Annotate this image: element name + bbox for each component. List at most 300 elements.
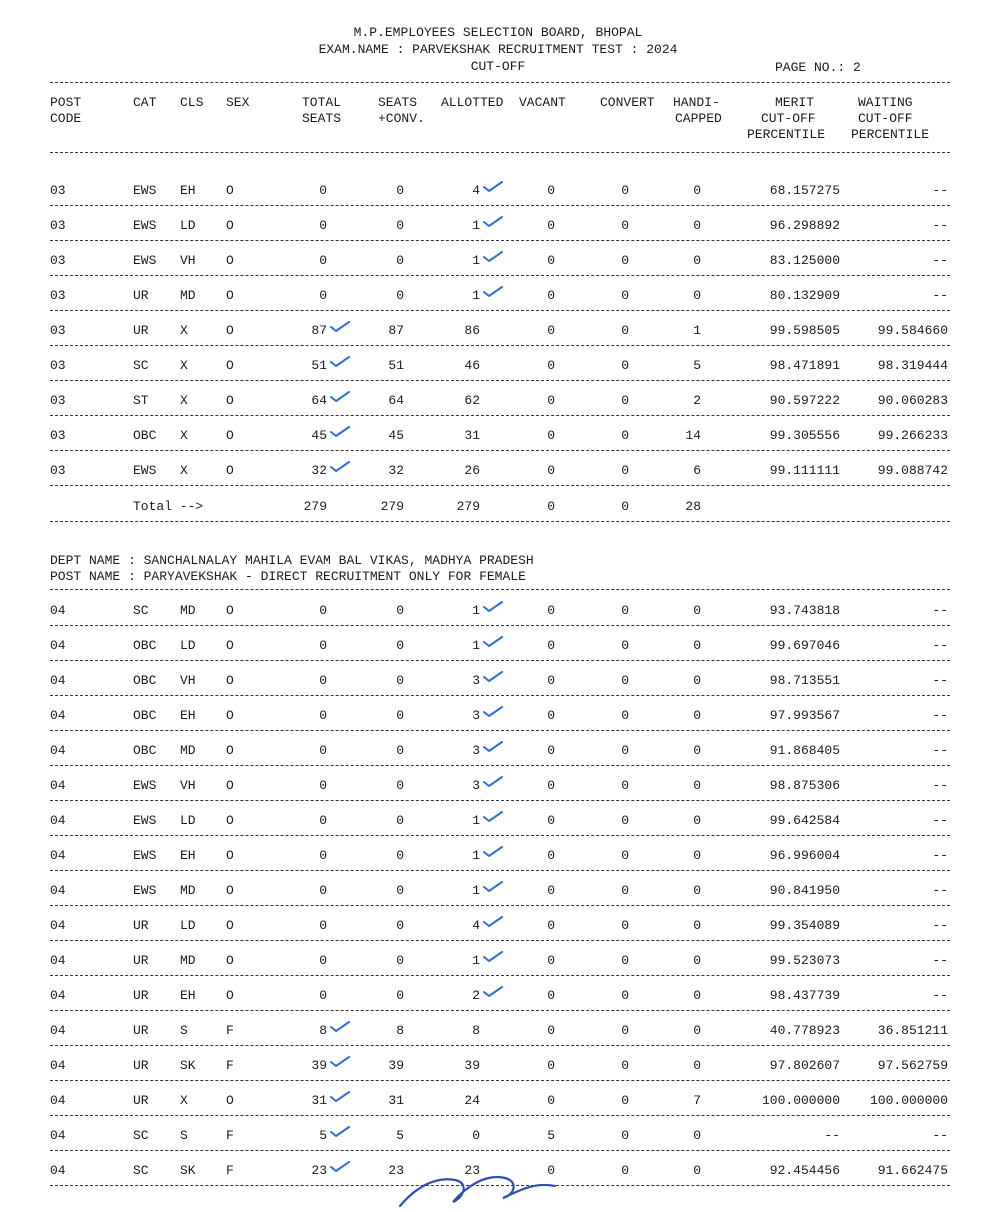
cell-total: 0 [319,288,327,303]
cell-allotted: 1 [472,953,480,968]
tick-mark-icon [483,846,503,856]
cell-cls: SK [180,1163,196,1178]
cell-sex: O [226,918,234,933]
cell-sex: O [226,428,234,443]
col-seats: SEATS [302,111,342,126]
cell-handi: 0 [693,813,701,828]
cell-sex: O [226,393,234,408]
cell-code: 03 [50,323,66,338]
row-divider [50,1115,950,1116]
cell-merit: 98.437739 [769,988,840,1003]
cell-waiting: -- [932,708,948,723]
cell-convert: 0 [621,813,629,828]
tick-mark-icon [483,251,503,261]
cell-convert: 0 [621,1023,629,1038]
cell-merit: 97.993567 [769,708,840,723]
cell-conv: 0 [396,638,404,653]
cell-merit: 98.471891 [769,358,840,373]
cell-conv: 0 [396,603,404,618]
cell-convert: 0 [621,673,629,688]
cell-code: 04 [50,1128,66,1143]
cell-conv: 32 [388,463,404,478]
cell-waiting: 90.060283 [877,393,948,408]
cell-cat: UR [133,988,149,1003]
cell-convert: 0 [621,988,629,1003]
cell-convert: 0 [621,183,629,198]
cell-conv: 87 [388,323,404,338]
cell-allotted: 24 [464,1093,480,1108]
cell-code: 03 [50,218,66,233]
cell-total: 51 [311,358,327,373]
cell-handi: 0 [693,1128,701,1143]
divider [50,152,950,153]
cell-vacant: 0 [547,323,555,338]
row-divider [50,800,950,801]
cell-convert: 0 [621,638,629,653]
cell-cat: OBC [133,428,157,443]
cell-cls: VH [180,778,196,793]
cell-conv: 8 [396,1023,404,1038]
cell-sex: F [226,1163,234,1178]
cell-handi: 0 [693,218,701,233]
col-merit: MERIT [775,95,815,110]
cell-conv: 45 [388,428,404,443]
cell-conv: 23 [388,1163,404,1178]
cell-allotted: 1 [472,883,480,898]
cell-handi: 0 [693,778,701,793]
cell-handi: 0 [693,1163,701,1178]
cell-total: 31 [311,1093,327,1108]
cell-handi: 0 [693,603,701,618]
cell-allotted: 2 [472,988,480,1003]
cell-conv: 0 [396,988,404,1003]
cell-conv: 0 [396,253,404,268]
row-divider [50,940,950,941]
cell-merit: 98.713551 [769,673,840,688]
cell-handi: 6 [693,463,701,478]
cell-convert: 0 [621,428,629,443]
cell-vacant: 0 [547,288,555,303]
cell-code: 03 [50,463,66,478]
cell-total: 0 [319,218,327,233]
cell-allotted: 1 [472,848,480,863]
cell-waiting: -- [932,673,948,688]
cell-sex: F [226,1058,234,1073]
cell-code: 04 [50,953,66,968]
cell-sex: O [226,638,234,653]
cell-convert: 0 [621,743,629,758]
cell-conv: 51 [388,358,404,373]
cell-total: 23 [311,1163,327,1178]
cell-convert: 0 [621,848,629,863]
col-merit-cutoff: CUT-OFF [761,111,816,126]
cell-allotted: 1 [472,288,480,303]
divider [50,82,950,83]
cell-sex: O [226,988,234,1003]
cell-waiting: -- [932,183,948,198]
cell-conv: 0 [396,708,404,723]
cell-conv: 0 [396,918,404,933]
cell-cat: EWS [133,463,157,478]
col-vacant: VACANT [519,95,566,110]
cell-code: 04 [50,778,66,793]
cell-merit: 99.523073 [769,953,840,968]
cell-convert: 0 [621,253,629,268]
cell-cls: LD [180,813,196,828]
cell-vacant: 0 [547,638,555,653]
tick-mark-icon [330,461,350,471]
row-divider [50,1080,950,1081]
cell-cat: SC [133,1128,149,1143]
cell-merit: 40.778923 [769,1023,840,1038]
cell-convert: 0 [621,883,629,898]
cell-convert: 0 [621,463,629,478]
cell-convert: 0 [621,1163,629,1178]
tick-mark-icon [330,1091,350,1101]
col-handi: HANDI- [673,95,720,110]
tick-mark-icon [483,216,503,226]
row-divider [50,310,950,311]
cell-total: 0 [319,743,327,758]
cell-convert: 0 [621,603,629,618]
cell-code: 04 [50,673,66,688]
tick-mark-icon [330,1126,350,1136]
cell-cat: UR [133,1023,149,1038]
cell-conv: 0 [396,288,404,303]
row-divider [50,1010,950,1011]
cell-waiting: 98.319444 [877,358,948,373]
cell-waiting: 100.000000 [869,1093,948,1108]
row-divider [50,765,950,766]
cell-total: 0 [319,603,327,618]
cell-sex: O [226,603,234,618]
cell-vacant: 0 [547,988,555,1003]
row-divider [50,730,950,731]
row-divider [50,625,950,626]
col-cat: CAT [133,95,157,110]
col-waiting-percentile: PERCENTILE [851,127,930,142]
cell-cat: EWS [133,183,157,198]
cell-conv: 0 [396,743,404,758]
cell-sex: O [226,358,234,373]
cell-conv: 64 [388,393,404,408]
cell-total: 0 [319,183,327,198]
cell-allotted: 31 [464,428,480,443]
cell-sex: F [226,1023,234,1038]
cell-handi: 0 [693,638,701,653]
cell-vacant: 0 [547,1023,555,1038]
cell-conv: 31 [388,1093,404,1108]
cell-waiting: 99.088742 [877,463,948,478]
cell-merit: 99.697046 [769,638,840,653]
row-divider [50,835,950,836]
cell-cat: UR [133,1093,149,1108]
cell-merit: 90.841950 [769,883,840,898]
cell-handi: 0 [693,743,701,758]
divider [50,589,950,590]
cell-conv: 0 [396,883,404,898]
cell-handi: 0 [693,988,701,1003]
cell-merit: 100.000000 [761,1093,840,1108]
cell-vacant: 0 [547,183,555,198]
row-divider [50,485,950,486]
cell-sex: O [226,463,234,478]
cell-conv: 0 [396,778,404,793]
cell-cls: VH [180,673,196,688]
cell-total: 64 [311,393,327,408]
cell-cls: MD [180,953,196,968]
cell-vacant: 0 [547,1058,555,1073]
cell-vacant: 0 [547,463,555,478]
tick-mark-icon [483,916,503,926]
cell-code: 03 [50,253,66,268]
cell-total: 0 [319,813,327,828]
cell-handi: 0 [693,1023,701,1038]
cell-merit: 99.354089 [769,918,840,933]
row-divider [50,905,950,906]
cell-cat: SC [133,603,149,618]
cell-conv: 0 [396,218,404,233]
cell-sex: O [226,743,234,758]
cell-vacant: 0 [547,1163,555,1178]
tick-mark-icon [483,741,503,751]
col-post: POST [50,95,82,110]
cell-vacant: 0 [547,1093,555,1108]
tick-mark-icon [330,1161,350,1171]
cell-code: 04 [50,918,66,933]
cell-merit: 99.305556 [769,428,840,443]
cell-cat: EWS [133,253,157,268]
cell-sex: O [226,673,234,688]
cell-waiting: -- [932,848,948,863]
cell-vacant: 0 [547,848,555,863]
cell-merit: 99.598505 [769,323,840,338]
cell-cat: OBC [133,673,157,688]
cell-allotted: 8 [472,1023,480,1038]
cell-convert: 0 [621,918,629,933]
cell-handi: 0 [693,708,701,723]
post-name: POST NAME : PARYAVEKSHAK - DIRECT RECRUITMENT ONLY FOR FEMALE [50,569,526,584]
total-label: Total --> [133,499,204,514]
cell-cat: UR [133,953,149,968]
row-divider [50,870,950,871]
tick-mark-icon [330,391,350,401]
cell-waiting: 99.584660 [877,323,948,338]
cell-handi: 0 [693,673,701,688]
cell-merit: 99.642584 [769,813,840,828]
cell-handi: 2 [693,393,701,408]
cell-conv: 39 [388,1058,404,1073]
cell-convert: 0 [621,953,629,968]
cell-conv: 5 [396,1128,404,1143]
cell-total: 0 [319,883,327,898]
cell-waiting: 91.662475 [877,1163,948,1178]
cell-total: 39 [311,1058,327,1073]
cell-waiting: 97.562759 [877,1058,948,1073]
cell-code: 04 [50,603,66,618]
cell-cls: X [180,428,188,443]
tick-mark-icon [483,776,503,786]
cell-cls: X [180,393,188,408]
cell-conv: 0 [396,813,404,828]
row-divider [50,1045,950,1046]
tick-mark-icon [483,881,503,891]
cell-code: 03 [50,183,66,198]
cell-vacant: 0 [547,358,555,373]
cell-sex: O [226,953,234,968]
cell-waiting: -- [932,638,948,653]
col-code: CODE [50,111,82,126]
tick-mark-icon [483,636,503,646]
cell-cat: OBC [133,743,157,758]
cell-cls: X [180,1093,188,1108]
cell-allotted: 62 [464,393,480,408]
cell-sex: O [226,253,234,268]
tick-mark-icon [483,286,503,296]
cell-waiting: -- [932,1128,948,1143]
row-divider [50,695,950,696]
cell-total: 0 [319,953,327,968]
tick-mark-icon [483,986,503,996]
tick-mark-icon [330,426,350,436]
cell-code: 04 [50,1163,66,1178]
cell-merit: 92.454456 [769,1163,840,1178]
col-conv: +CONV. [378,111,425,126]
cell-cat: UR [133,323,149,338]
cell-cls: EH [180,183,196,198]
cell-vacant: 0 [547,253,555,268]
exam-name: EXAM.NAME : PARVEKSHAK RECRUITMENT TEST : 2024 [318,42,678,57]
cell-cat: ST [133,393,149,408]
cell-convert: 0 [621,708,629,723]
cell-cat: EWS [133,218,157,233]
cell-cls: MD [180,603,196,618]
dept-name: DEPT NAME : SANCHALNALAY MAHILA EVAM BAL VIKAS, MADHYA PRADESH [50,553,534,568]
cell-conv: 0 [396,183,404,198]
cell-merit: -- [824,1128,840,1143]
cell-merit: 83.125000 [769,253,840,268]
cell-code: 04 [50,638,66,653]
cell-handi: 5 [693,358,701,373]
cell-waiting: -- [932,288,948,303]
cell-conv: 0 [396,848,404,863]
row-divider [50,660,950,661]
tick-mark-icon [483,706,503,716]
cell-waiting: -- [932,988,948,1003]
col-cls: CLS [180,95,204,110]
cell-allotted: 23 [464,1163,480,1178]
cell-sex: O [226,708,234,723]
cell-total: 0 [319,848,327,863]
row-divider [50,1150,950,1151]
cell-merit: 80.132909 [769,288,840,303]
tick-mark-icon [483,811,503,821]
cell-allotted: 3 [472,778,480,793]
cell-code: 04 [50,708,66,723]
cell-waiting: -- [932,953,948,968]
cell-total: 0 [319,253,327,268]
cell-conv: 0 [396,673,404,688]
cell-cls: MD [180,883,196,898]
cell-merit: 93.743818 [769,603,840,618]
row-divider [50,415,950,416]
tick-mark-icon [330,321,350,331]
cell-cat: EWS [133,778,157,793]
cell-code: 04 [50,883,66,898]
col-seats-conv: SEATS [378,95,418,110]
cell-merit: 98.875306 [769,778,840,793]
cell-cls: LD [180,638,196,653]
cell-convert: 0 [621,393,629,408]
total-total: 279 [303,499,327,514]
cell-sex: O [226,183,234,198]
cell-code: 04 [50,1023,66,1038]
cell-merit: 99.111111 [769,463,840,478]
row-divider [50,275,950,276]
cell-sex: O [226,778,234,793]
cell-allotted: 0 [472,1128,480,1143]
tick-mark-icon [330,356,350,366]
cell-vacant: 0 [547,953,555,968]
cell-cls: S [180,1023,188,1038]
cell-convert: 0 [621,358,629,373]
cell-total: 87 [311,323,327,338]
row-divider [50,205,950,206]
cell-vacant: 0 [547,883,555,898]
cell-vacant: 0 [547,813,555,828]
tick-mark-icon [483,951,503,961]
cell-code: 04 [50,743,66,758]
cell-allotted: 1 [472,253,480,268]
tick-mark-icon [330,1021,350,1031]
cell-allotted: 4 [472,918,480,933]
cell-code: 04 [50,848,66,863]
cell-merit: 91.868405 [769,743,840,758]
cell-sex: O [226,218,234,233]
cell-sex: F [226,1128,234,1143]
cell-allotted: 4 [472,183,480,198]
col-convert: CONVERT [600,95,655,110]
cell-cls: S [180,1128,188,1143]
cell-convert: 0 [621,323,629,338]
cell-cls: LD [180,218,196,233]
cell-sex: O [226,288,234,303]
cell-waiting: 99.266233 [877,428,948,443]
cell-convert: 0 [621,1128,629,1143]
row-divider [50,345,950,346]
cell-handi: 0 [693,253,701,268]
cell-vacant: 0 [547,708,555,723]
cell-vacant: 0 [547,218,555,233]
cell-total: 8 [319,1023,327,1038]
cell-waiting: -- [932,218,948,233]
row-divider [50,450,950,451]
cell-handi: 0 [693,883,701,898]
cell-allotted: 46 [464,358,480,373]
total-vacant: 0 [547,499,555,514]
cell-cls: MD [180,288,196,303]
cell-allotted: 86 [464,323,480,338]
cell-cat: UR [133,288,149,303]
cell-allotted: 3 [472,708,480,723]
cell-total: 0 [319,778,327,793]
cell-cls: EH [180,848,196,863]
cell-total: 0 [319,918,327,933]
cell-allotted: 3 [472,743,480,758]
cell-convert: 0 [621,1093,629,1108]
cell-convert: 0 [621,288,629,303]
cell-waiting: -- [932,918,948,933]
